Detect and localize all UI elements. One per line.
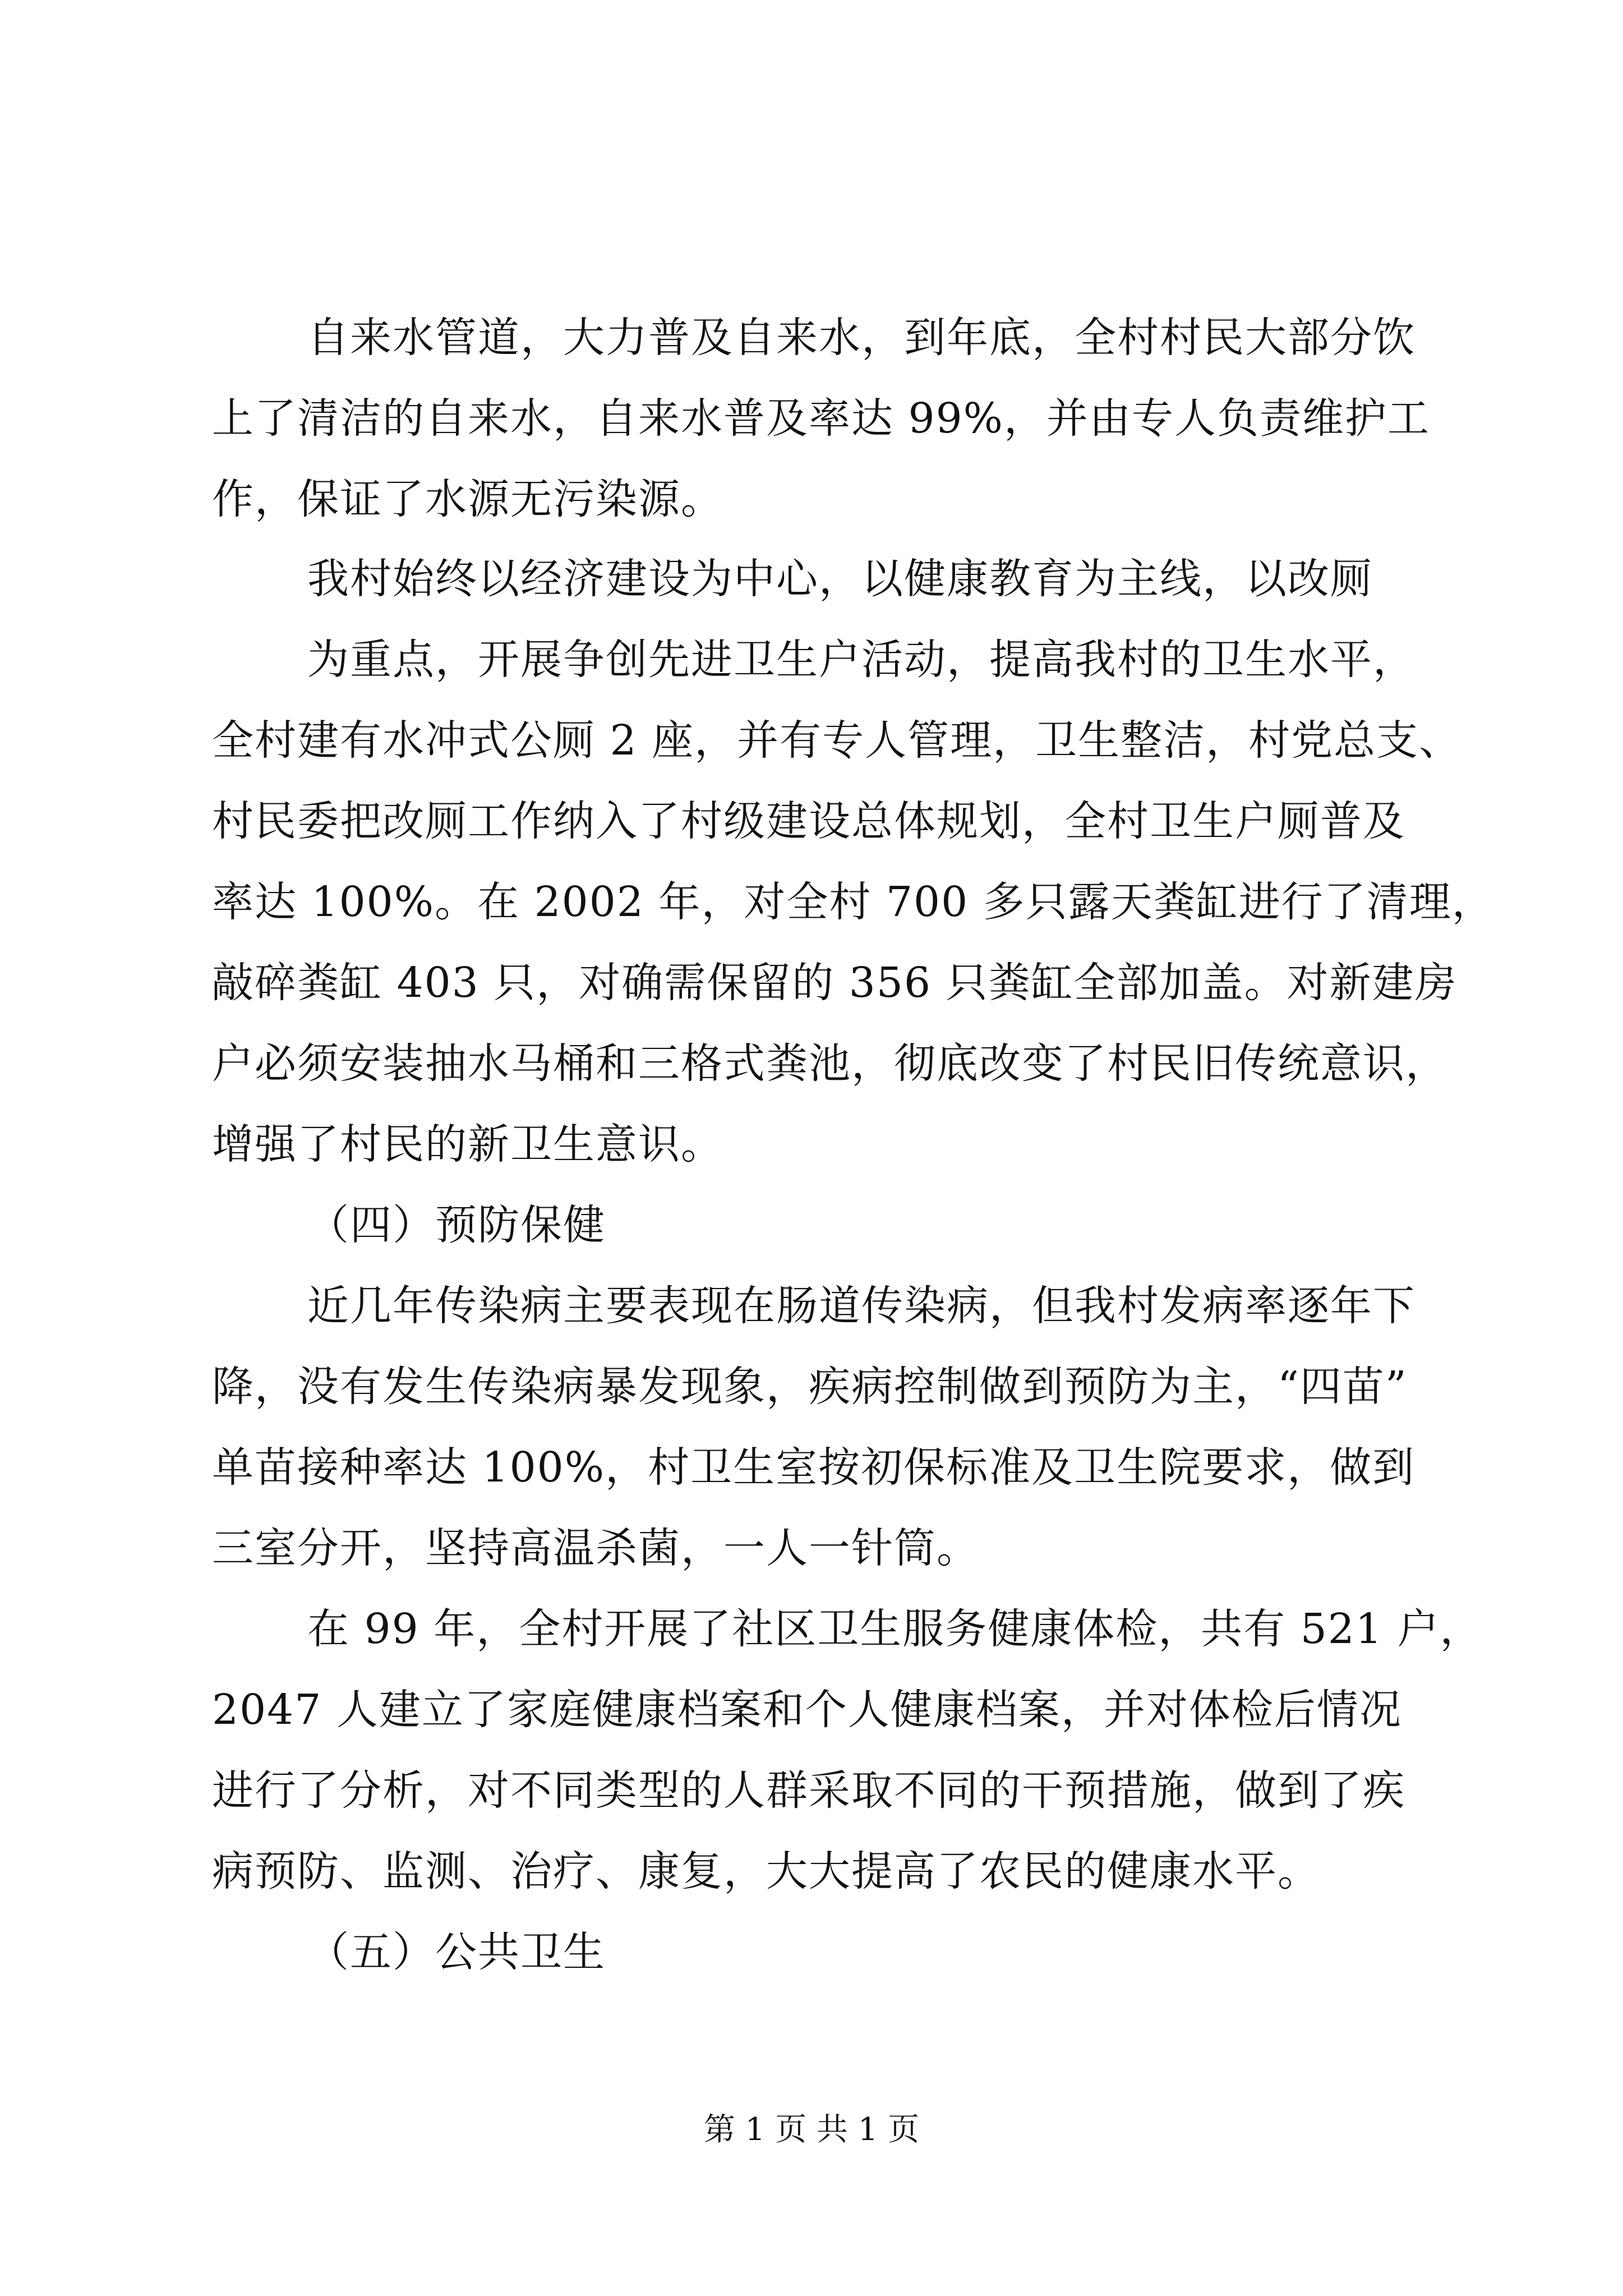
paragraph-line: 作，保证了水源无污染源。 [212,475,723,523]
paragraph-line: 为重点，开展争创先进卫生户活动，提高我村的卫生水平， [307,636,1415,684]
paragraph-line: 2047 人建立了家庭健康档案和个人健康档案，并对体检后情况 [212,1686,1402,1734]
paragraph-line: 村民委把改厕工作纳入了村级建设总体规划，全村卫生户厕普及 [212,797,1405,845]
section-heading: （五）公共卫生 [307,1928,606,1976]
page-footer: 第 1 页 共 1 页 [703,2111,920,2148]
paragraph-line: 增强了村民的新卫生意识。 [212,1120,723,1168]
paragraph-line: 病预防、监测、治疗、康复，大大提高了农民的健康水平。 [212,1847,1320,1895]
paragraph-line: 自来水管道，大力普及自来水，到年底，全村村民大部分饮 [307,314,1415,362]
paragraph-line: 进行了分析，对不同类型的人群采取不同的干预措施，做到了疾 [212,1766,1405,1815]
paragraph-line: 率达 100%。在 2002 年，对全村 700 多只露天粪缸进行了清理， [212,878,1495,926]
paragraph-line: 敲碎粪缸 403 只，对确需保留的 356 只粪缸全部加盖。对新建房 [212,959,1458,1007]
paragraph-line: 近几年传染病主要表现在肠道传染病，但我村发病率逐年下 [307,1282,1415,1330]
paragraph-line: 全村建有水冲式公厕 2 座，并有专人管理，卫生整洁，村党总支、 [212,716,1462,765]
paragraph-line: 我村始终以经济建设为中心，以健康教育为主线，以改厕 [307,555,1373,603]
section-heading: （四）预防保健 [307,1201,606,1249]
paragraph-line: 户必须安装抽水马桶和三格式粪池，彻底改变了村民旧传统意识， [212,1039,1448,1088]
paragraph-line: 在 99 年，全村开展了社区卫生服务健康体检，共有 521 户， [307,1605,1483,1653]
paragraph-line: 单苗接种率达 100%，村卫生室按初保标准及卫生院要求，做到 [212,1443,1415,1492]
paragraph-line: 三室分开，坚持高温杀菌，一人一针筒。 [212,1524,979,1572]
paragraph-line: 上了清洁的自来水，自来水普及率达 99%，并由专人负责维护工 [212,394,1430,443]
paragraph-line: 降，没有发生传染病暴发现象，疾病控制做到预防为主，“四苗” [212,1363,1408,1411]
